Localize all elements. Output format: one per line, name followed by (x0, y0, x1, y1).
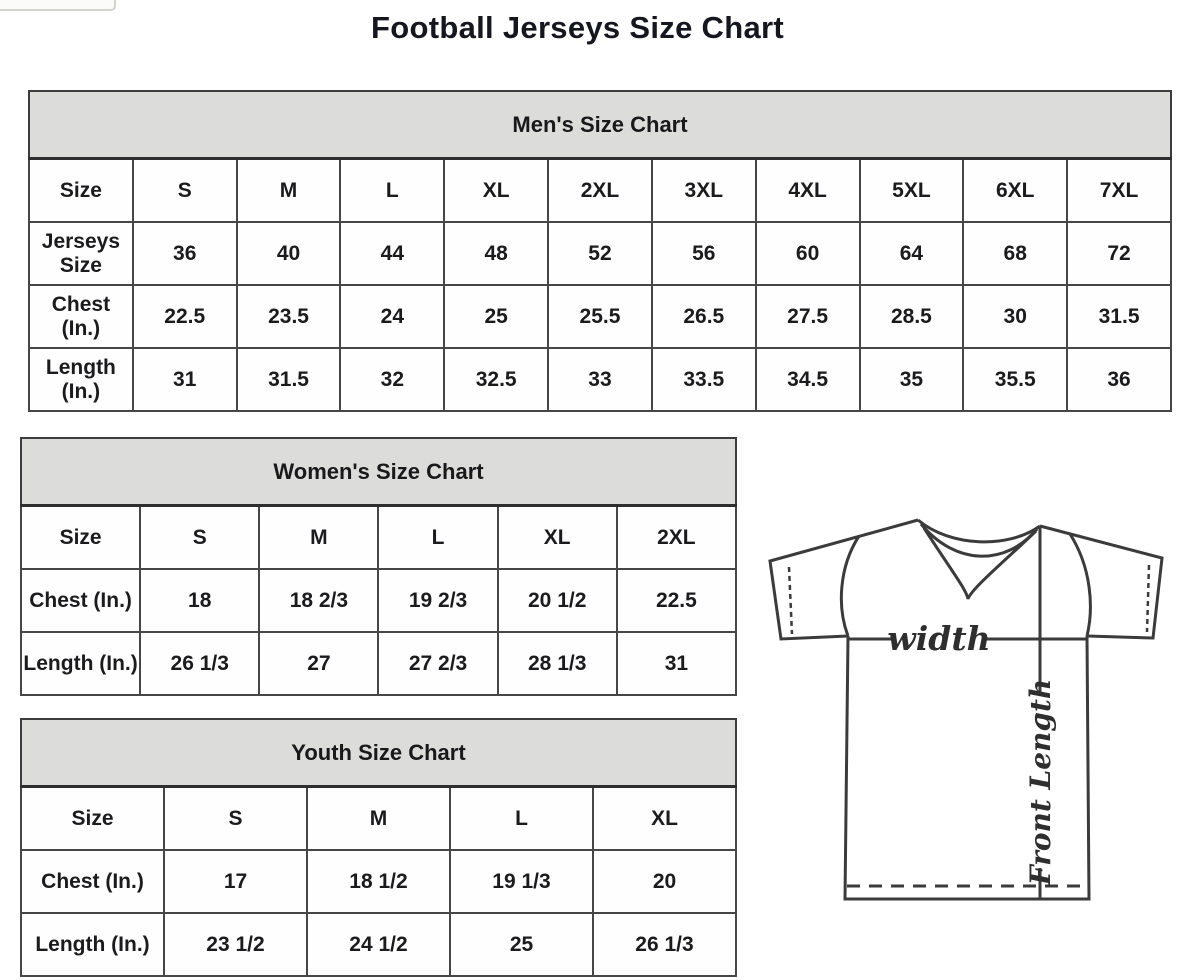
value-cell: 20 1/2 (498, 569, 617, 632)
table-row (29, 285, 1171, 348)
value-cell: 33 (548, 348, 652, 411)
value-cell: 28 1/3 (498, 632, 617, 695)
table-header-row (21, 438, 736, 506)
table-row (29, 159, 1171, 223)
value-cell: 19 1/3 (450, 850, 593, 913)
page-title: Football Jerseys Size Chart (371, 10, 784, 45)
value-cell: 34.5 (756, 348, 860, 411)
right-armhole-seam (1070, 534, 1090, 636)
value-cell: 33.5 (652, 348, 756, 411)
value-cell: 72 (1067, 222, 1171, 285)
jersey-outline (770, 520, 1162, 899)
value-cell: 35 (860, 348, 964, 411)
value-cell: 6XL (963, 159, 1067, 223)
row-label-cell: Size (21, 787, 164, 851)
value-cell: 31.5 (237, 348, 341, 411)
table-row (21, 569, 736, 632)
value-cell: 26 1/3 (593, 913, 736, 976)
value-cell: 17 (164, 850, 307, 913)
table-row (21, 632, 736, 695)
value-cell: L (450, 787, 593, 851)
value-cell: 68 (963, 222, 1067, 285)
value-cell: M (237, 159, 341, 223)
value-cell: 4XL (756, 159, 860, 223)
value-cell: 18 (140, 569, 259, 632)
value-cell: 56 (652, 222, 756, 285)
right-sleeve-cuff-dashed-line (1147, 565, 1149, 632)
value-cell: 35.5 (963, 348, 1067, 411)
collar-v-curve (924, 528, 1036, 599)
value-cell: 44 (340, 222, 444, 285)
value-cell: 60 (756, 222, 860, 285)
value-cell: XL (498, 506, 617, 570)
value-cell: 20 (593, 850, 736, 913)
value-cell: 18 2/3 (259, 569, 378, 632)
value-cell: 19 2/3 (378, 569, 497, 632)
value-cell: M (259, 506, 378, 570)
youth-table (20, 718, 737, 977)
table-row (21, 850, 736, 913)
row-label-cell: Size (29, 159, 133, 223)
value-cell: 18 1/2 (307, 850, 450, 913)
value-cell: 22.5 (617, 569, 736, 632)
value-cell: 30 (963, 285, 1067, 348)
value-cell: 64 (860, 222, 964, 285)
value-cell: 3XL (652, 159, 756, 223)
value-cell: 31.5 (1067, 285, 1171, 348)
value-cell: 2XL (548, 159, 652, 223)
value-cell: 23.5 (237, 285, 341, 348)
front-length-measure-line (1024, 526, 1057, 899)
value-cell: 48 (444, 222, 548, 285)
womens-table-title: Women's Size Chart (21, 438, 736, 506)
value-cell: 26.5 (652, 285, 756, 348)
value-cell: 27 (259, 632, 378, 695)
value-cell: M (307, 787, 450, 851)
front-length-label: Front Length (1024, 678, 1057, 886)
row-label-cell: Length (In.) (21, 632, 140, 695)
table-row (21, 506, 736, 570)
table-row (21, 913, 736, 976)
value-cell: 26 1/3 (140, 632, 259, 695)
value-cell: XL (444, 159, 548, 223)
value-cell: 25 (444, 285, 548, 348)
value-cell: 23 1/2 (164, 913, 307, 976)
value-cell: 24 (340, 285, 444, 348)
value-cell: 32.5 (444, 348, 548, 411)
value-cell: 27.5 (756, 285, 860, 348)
youth-table-title: Youth Size Chart (21, 719, 736, 787)
value-cell: S (140, 506, 259, 570)
row-label-cell: Jerseys Size (29, 222, 133, 285)
row-label-cell: Chest (In.) (21, 569, 140, 632)
youth-size-chart-table (20, 718, 737, 965)
womens-table (20, 437, 737, 696)
value-cell: 27 2/3 (378, 632, 497, 695)
value-cell: 40 (237, 222, 341, 285)
value-cell: 25.5 (548, 285, 652, 348)
row-label-cell: Length (In.) (29, 348, 133, 411)
value-cell: 24 1/2 (307, 913, 450, 976)
width-measure-line (848, 619, 1087, 658)
left-armhole-seam (841, 536, 859, 636)
width-label: width (887, 619, 991, 658)
value-cell: 32 (340, 348, 444, 411)
value-cell: 25 (450, 913, 593, 976)
value-cell: 52 (548, 222, 652, 285)
mens-table-title: Men's Size Chart (29, 91, 1171, 159)
row-label-cell: Size (21, 506, 140, 570)
jersey-measurement-diagram (755, 495, 1195, 915)
right-sleeve-outline (1040, 526, 1162, 638)
value-cell: 7XL (1067, 159, 1171, 223)
value-cell: 2XL (617, 506, 736, 570)
value-cell: 31 (133, 348, 237, 411)
value-cell: L (340, 159, 444, 223)
value-cell: L (378, 506, 497, 570)
value-cell: S (164, 787, 307, 851)
womens-size-chart-table (20, 437, 737, 689)
value-cell: 36 (133, 222, 237, 285)
row-label-cell: Chest (In.) (29, 285, 133, 348)
value-cell: 36 (1067, 348, 1171, 411)
value-cell: 22.5 (133, 285, 237, 348)
left-sleeve-cuff-dashed-line (789, 567, 792, 634)
value-cell: 5XL (860, 159, 964, 223)
row-label-cell: Length (In.) (21, 913, 164, 976)
row-label-cell: Chest (In.) (21, 850, 164, 913)
value-cell: XL (593, 787, 736, 851)
table-header-row (21, 719, 736, 787)
value-cell: 31 (617, 632, 736, 695)
mens-table (28, 90, 1172, 412)
table-header-row (29, 91, 1171, 159)
table-row (29, 348, 1171, 411)
mens-size-chart-table (28, 90, 1172, 404)
table-row (21, 787, 736, 851)
value-cell: 28.5 (860, 285, 964, 348)
value-cell: S (133, 159, 237, 223)
table-row (29, 222, 1171, 285)
